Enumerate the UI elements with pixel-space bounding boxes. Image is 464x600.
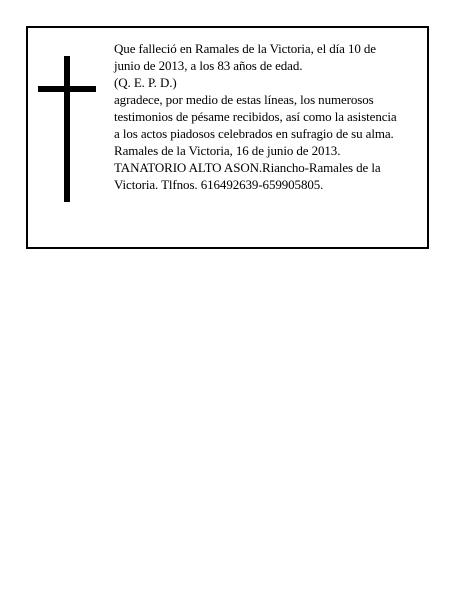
cross-horizontal-bar <box>38 86 96 92</box>
cross-vertical-bar <box>64 56 70 202</box>
cross-icon <box>38 56 98 202</box>
notice-line: Victoria. Tlfnos. 616492639-659905805. <box>114 177 324 192</box>
obituary-notice <box>26 26 429 249</box>
notice-text <box>114 40 426 193</box>
notice-line: junio de 2013, a los 83 años de edad. <box>114 58 303 73</box>
notice-line: TANATORIO ALTO ASON.Riancho-Ramales de la <box>114 160 381 175</box>
notice-line: Que falleció en Ramales de la Victoria, el día 10 de <box>114 41 376 56</box>
notice-line: (Q. E. P. D.) <box>114 75 177 90</box>
notice-line: agradece, por medio de estas líneas, los numerosos <box>114 92 374 107</box>
notice-line: testimonios de pésame recibidos, así como la asistencia <box>114 109 397 124</box>
notice-line: a los actos piadosos celebrados en sufragio de su alma. <box>114 126 394 141</box>
notice-line: Ramales de la Victoria, 16 de junio de 2013. <box>114 143 341 158</box>
